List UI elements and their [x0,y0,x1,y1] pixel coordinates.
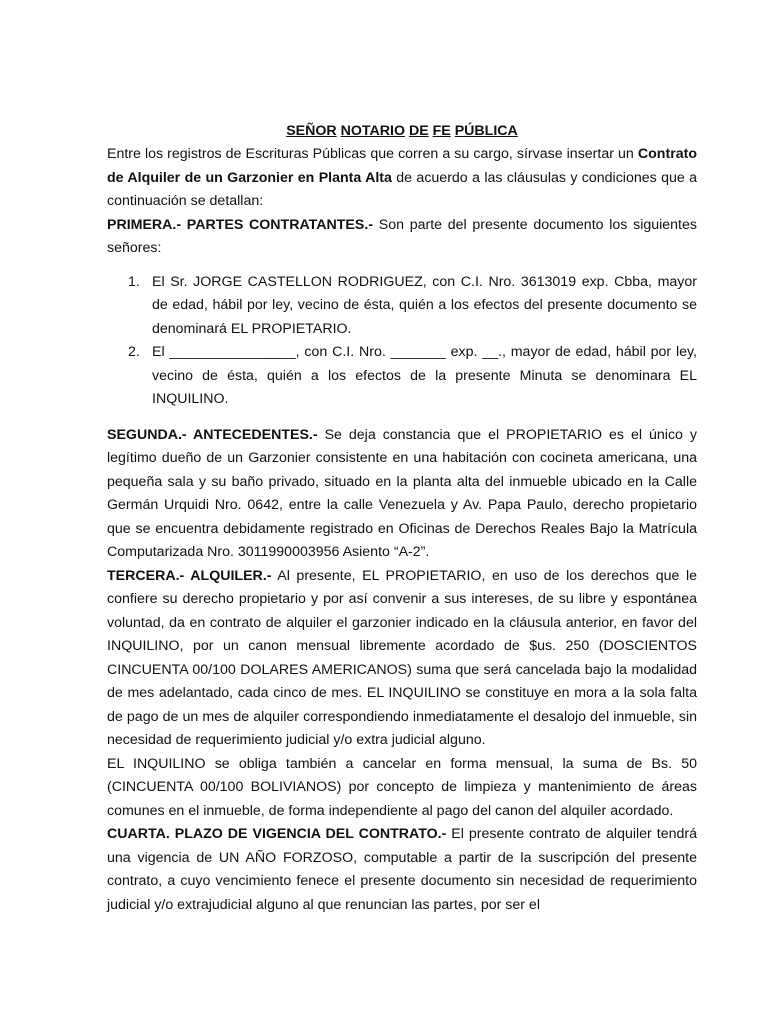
title-word: PÚBLICA [454,123,518,139]
title-word: NOTARIO [340,123,405,139]
clause-heading: CUARTA. PLAZO DE VIGENCIA DEL CONTRATO.- [107,826,447,842]
clause-heading: TERCERA.- ALQUILER.- [107,567,272,584]
document-title [107,120,697,143]
list-number: 2. [128,344,140,360]
title-word: FE [432,123,451,139]
clause-text: Se deja constancia que el PROPIETARIO es el único y legítimo dueño de un Garzonier consistente en una habitación con cocineta americana, una pequeña sala y su baño privado, situado en la planta alta del inmueble ubicado en la Calle Germán Urquidi Nro. 0642, entre la calle Venezuela y Av. Papa Paulo, derecho propietario que se encuentra debidamente registrado en Oficinas de Derechos Reales Bajo la Matrícula Computarizada Nro. 3011990003956 Asiento “A-2”. [107,426,697,560]
intro-text-end: de acuerdo a las cláusulas y condiciones que a continuación se detallan: [107,169,697,209]
document-page [107,120,697,917]
list-number: 1. [128,273,140,290]
clause-cuarta [107,823,697,917]
list-item [107,271,697,342]
clause-heading: PRIMERA.- PARTES CONTRATANTES.- [107,216,374,233]
clause-segunda [107,424,697,565]
list-item [107,341,697,412]
clause-text: Son parte del presente documento los siguientes señores: [107,216,697,256]
clause-tercera [107,565,697,753]
contract-name: Contrato de Alquiler de un Garzonier en Planta Alta [107,146,697,186]
intro-text: Entre los registros de Escrituras Públicas que corren a su cargo, sírvase insertar un [107,146,638,162]
spacer [107,412,697,424]
title-word: SEÑOR [286,123,337,139]
clause-heading: SEGUNDA.- ANTECEDENTES.- [107,426,318,443]
list-text: El Sr. JORGE CASTELLON RODRIGUEZ, con C.I. Nro. 3613019 exp. Cbba, mayor de edad, hábil por ley, vecino de ésta, quién a los efectos del presente documento se denominará EL PROPIETARIO. [152,273,697,337]
clause-text: El presente contrato de alquiler tendrá una vigencia de UN AÑO FORZOSO, computable a partir de la suscripción del presente contrato, a cuyo vencimiento fenece el presente documento sin necesidad de requerimiento judicial y/o extrajudicial alguno al que renuncian las partes, por ser el [107,826,697,913]
title-word: DE [408,123,429,139]
clause-text: Al presente, EL PROPIETARIO, en uso de los derechos que le confiere su derecho propietario y por así convenir a sus intereses, de su libre y espontánea voluntad, da en contrato de alquiler el garzonier indicado en la cláusula anterior, en favor del INQUILINO, por un canon mensual libremente acordado de $us. 250 (DOSCIENTOS CINCUENTA 00/100 DOLARES AMERICANOS) suma que será cancelada bajo la modalidad de mes adelantado, cada cinco de mes. EL INQUILINO se constituye en mora a la sola falta de pago de un mes de alquiler correspondiendo inmediatamente el desalojo del inmueble, sin necesidad de requerimiento judicial y/o extra judicial alguno. [107,567,697,748]
list-text: El ________________, con C.I. Nro. _______ exp. __., mayor de edad, hábil por ley, vecino de ésta, quién a los efectos de la presente Minuta se denominara EL INQUILINO. [152,344,697,407]
clause-tercera-continued: EL INQUILINO se obliga también a cancelar en forma mensual, la suma de Bs. 50 (CINCUENTA 00/100 BOLIVIANOS) por concepto de limpieza y mantenimiento de áreas comunes en el inmueble, de forma independiente al pago del canon del alquiler acordado. [107,755,697,819]
parties-list [107,271,697,412]
intro-paragraph [107,143,697,214]
clause-primera [107,214,697,261]
